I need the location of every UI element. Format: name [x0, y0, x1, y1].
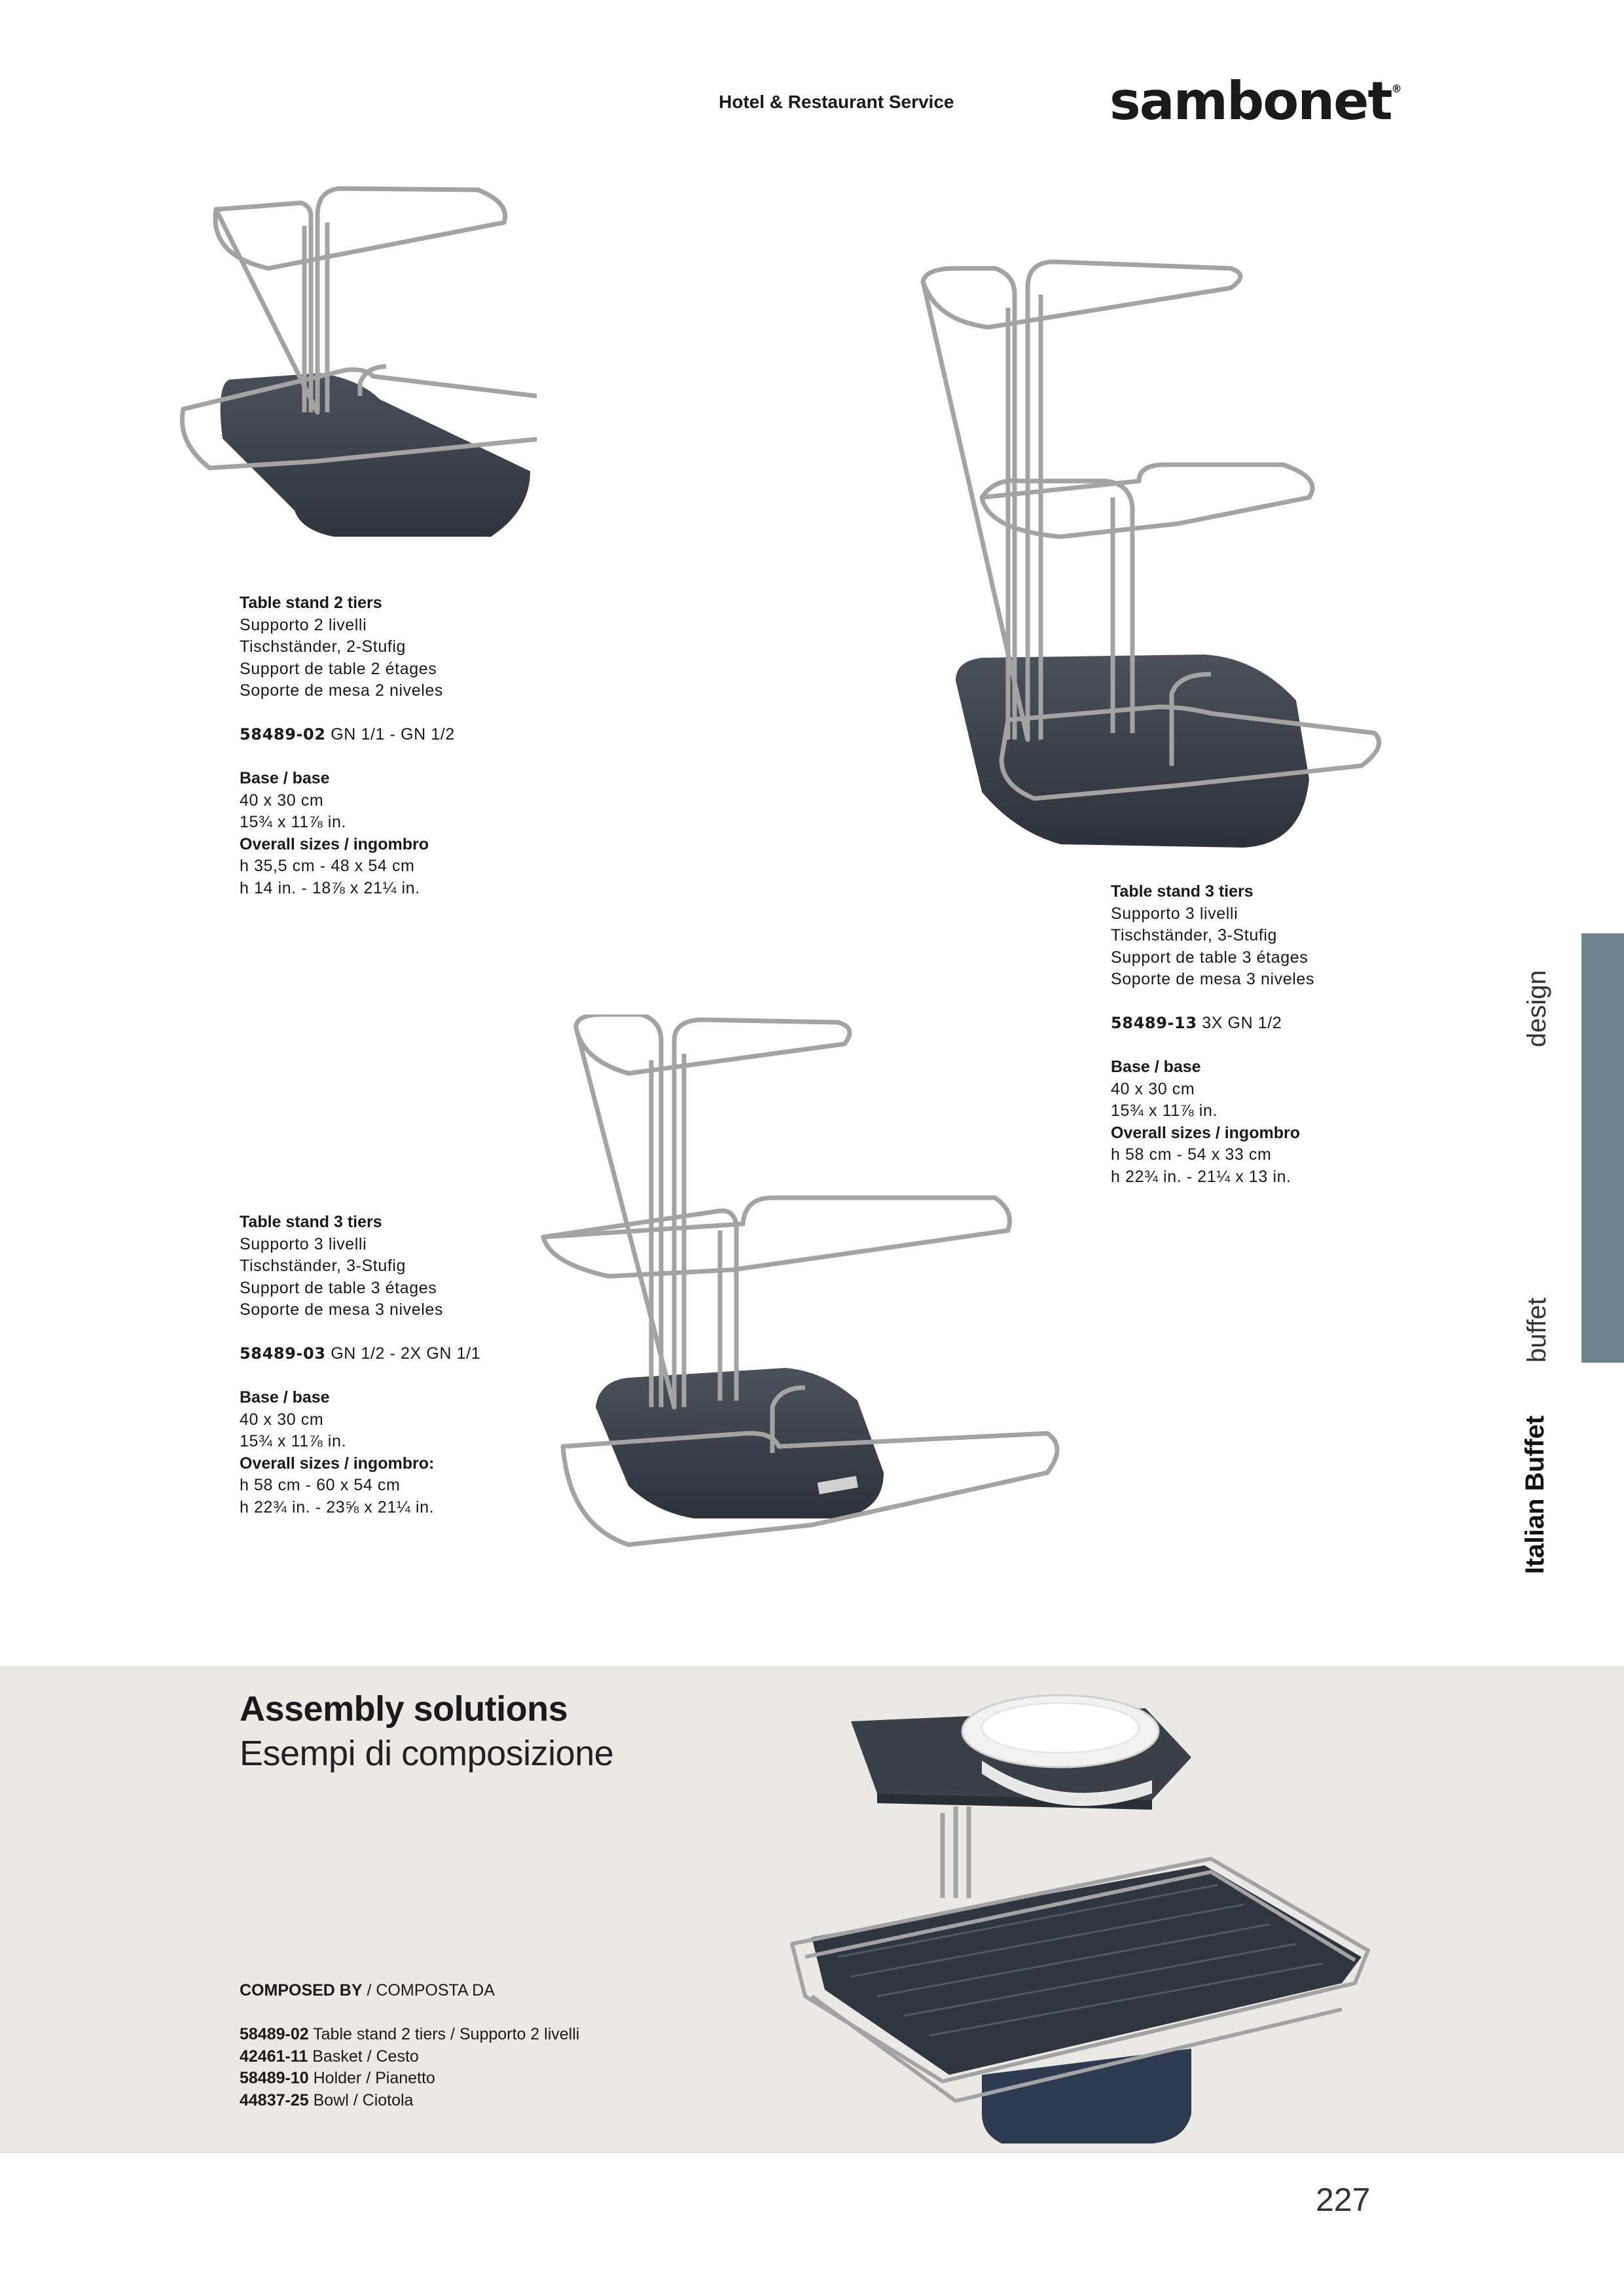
stand-3-tiers-13-image: [916, 255, 1388, 864]
base-label: Base / base: [1111, 1058, 1201, 1076]
brand-logo: [1110, 71, 1401, 132]
product-code-desc: 3X GN 1/2: [1202, 1014, 1282, 1032]
assembly-composition-image: [785, 1682, 1375, 2147]
product-code: 58489-03: [240, 1344, 326, 1363]
base-cm: 40 x 30 cm: [240, 1410, 324, 1429]
base-cm: 40 x 30 cm: [240, 791, 324, 810]
list-item: [240, 2046, 579, 2068]
product-code-desc: GN 1/2 - 2X GN 1/1: [331, 1344, 481, 1363]
brand-registered-mark: ®: [1391, 82, 1401, 95]
list-item: [240, 2090, 579, 2112]
base-cm: 40 x 30 cm: [1111, 1079, 1195, 1098]
product-name-de: Tischständer, 3-Stufig: [240, 1257, 406, 1275]
item-desc: Basket / Cesto: [312, 2047, 419, 2066]
composed-by-bold: COMPOSED BY: [240, 1981, 363, 2000]
product-title: Table stand 3 tiers: [240, 1213, 382, 1231]
product-title: Table stand 2 tiers: [240, 594, 382, 612]
product-name-it: Supporto 3 livelli: [240, 1234, 367, 1253]
base-in: 15¾ x 11⅞ in.: [240, 813, 347, 831]
item-desc: Table stand 2 tiers / Supporto 2 livelli: [313, 2025, 580, 2043]
stand-3-tiers-03-image: [537, 1014, 1074, 1558]
base-label: Base / base: [240, 769, 330, 787]
product-name-fr: Support de table 3 étages: [240, 1278, 437, 1297]
item-desc: Bowl / Ciotola: [313, 2090, 414, 2109]
side-tab-buffet: buffet: [1523, 1297, 1551, 1363]
overall-label: Overall sizes / ingombro:: [240, 1454, 435, 1473]
side-tab-section: Italian Buffet: [1521, 1415, 1549, 1574]
item-code: 42461-11: [240, 2047, 308, 2066]
product-name-it: Supporto 3 livelli: [1111, 904, 1238, 923]
overall-in: h 22¾ in. - 21¼ x 13 in.: [1111, 1167, 1291, 1186]
product-name-es: Soporte de mesa 3 niveles: [1111, 970, 1315, 988]
product-code: 58489-02: [240, 725, 326, 744]
composed-by-rest: / COMPOSTA DA: [362, 1981, 495, 2000]
product-title: Table stand 3 tiers: [1111, 882, 1254, 901]
assembly-title: Assembly solutions: [240, 1689, 568, 1729]
product-code-desc: GN 1/1 - GN 1/2: [331, 725, 455, 744]
spec-stand-2-tiers: [240, 592, 455, 899]
item-code: 58489-10: [240, 2069, 309, 2087]
product-name-de: Tischständer, 2-Stufig: [240, 637, 406, 656]
product-name-es: Soporte de mesa 3 niveles: [240, 1300, 444, 1319]
header-service-label: Hotel & Restaurant Service: [719, 92, 954, 112]
product-code-line: [240, 1343, 480, 1365]
base-in: 15¾ x 11⅞ in.: [240, 1432, 347, 1450]
stand-2-tiers-image: [170, 177, 537, 563]
page-number: 227: [1316, 2181, 1371, 2218]
product-name-es: Soporte de mesa 2 niveles: [240, 681, 444, 700]
side-tab-design: design: [1523, 970, 1551, 1047]
overall-cm: h 58 cm - 60 x 54 cm: [240, 1476, 401, 1494]
item-code: 44837-25: [240, 2090, 309, 2109]
product-code-line: [1111, 1013, 1314, 1035]
product-name-de: Tischständer, 3-Stufig: [1111, 926, 1278, 944]
composed-by-list: [240, 1980, 579, 2111]
base-in: 15¾ x 11⅞ in.: [1111, 1102, 1218, 1120]
item-code: 58489-02: [240, 2025, 309, 2043]
base-label: Base / base: [240, 1388, 330, 1407]
product-name-fr: Support de table 3 étages: [1111, 948, 1308, 967]
overall-in: h 14 in. - 18⅞ x 21¼ in.: [240, 878, 420, 897]
spec-stand-3-tiers-03: [240, 1211, 480, 1518]
overall-in: h 22¾ in. - 23⅝ x 21¼ in.: [240, 1498, 435, 1516]
overall-label: Overall sizes / ingombro: [1111, 1123, 1300, 1142]
overall-cm: h 58 cm - 54 x 33 cm: [1111, 1145, 1272, 1164]
product-name-it: Supporto 2 livelli: [240, 615, 367, 634]
spec-stand-3-tiers-13: [1111, 881, 1314, 1188]
list-item: [240, 2024, 579, 2046]
product-code: 58489-13: [1111, 1014, 1197, 1032]
item-desc: Holder / Pianetto: [313, 2069, 435, 2087]
overall-label: Overall sizes / ingombro: [240, 834, 429, 853]
assembly-subtitle: Esempi di composizione: [240, 1734, 614, 1773]
brand-name: sambonet: [1110, 71, 1392, 132]
list-item: [240, 2068, 579, 2090]
product-code-line: [240, 724, 455, 746]
overall-cm: h 35,5 cm - 48 x 54 cm: [240, 857, 415, 875]
product-name-fr: Support de table 2 étages: [240, 659, 437, 678]
composed-by-heading: [240, 1980, 579, 2002]
side-accent-bar: [1581, 933, 1624, 1363]
